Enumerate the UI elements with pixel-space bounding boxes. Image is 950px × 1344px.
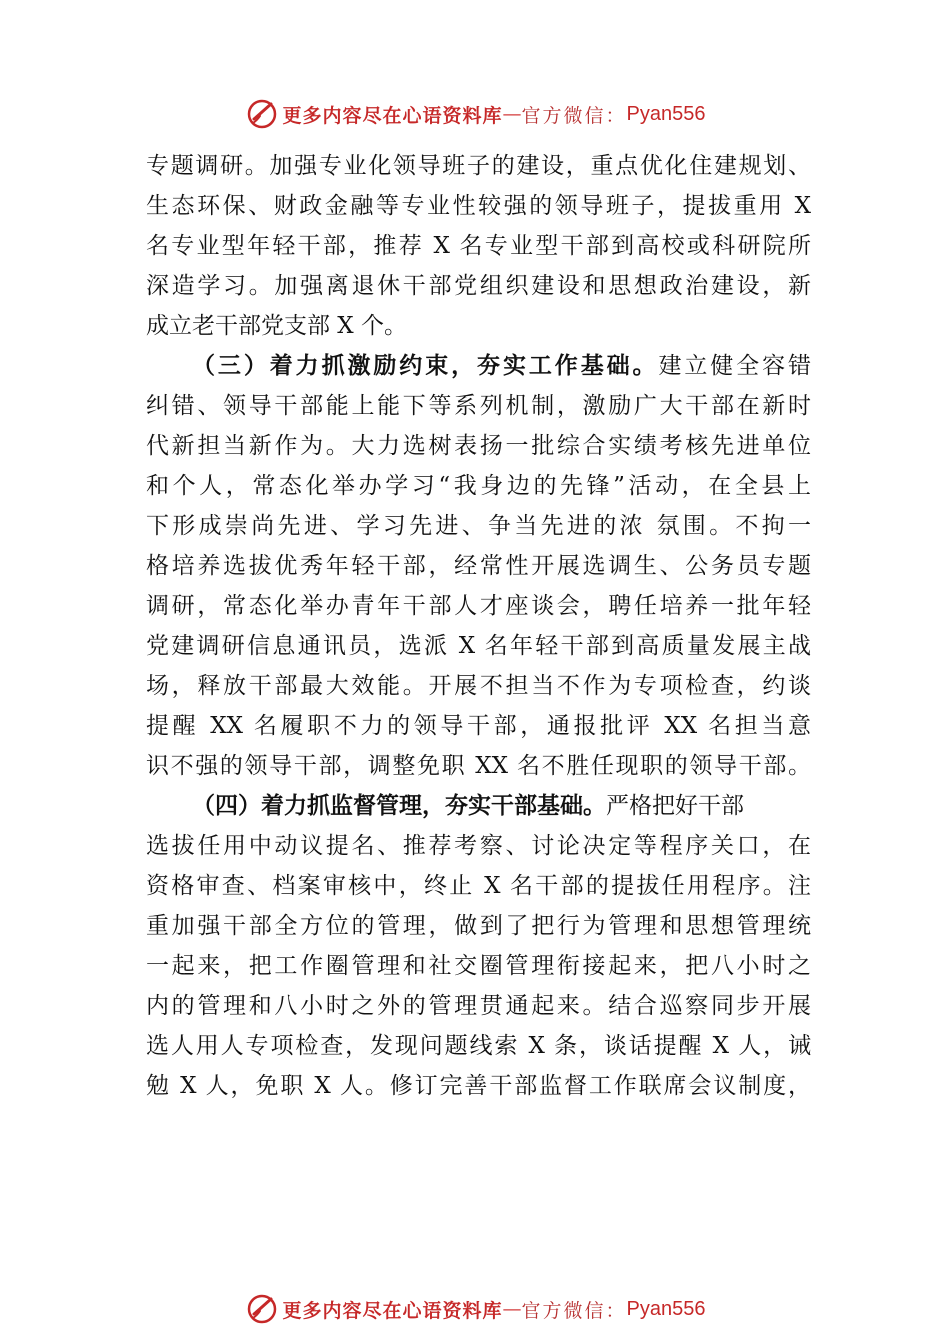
- text-line: 代新担当新作为。大力选树表扬一批综合实绩考核先进单位: [146, 433, 811, 459]
- text-line: 专题调研。加强专业化领导班子的建设，重点优化住建规划、: [146, 153, 811, 179]
- text-line: 名专业型年轻干部，推荐 X 名专业型干部到高校或科研院所: [146, 233, 811, 259]
- watermark-banner-bottom: [0, 1289, 950, 1329]
- section-heading: （三）着力抓激励约束，夯实工作基础。: [192, 352, 659, 379]
- watermark-separator: —: [502, 1298, 522, 1320]
- text-line: 调研，常态化举办青年干部人才座谈会，聘任培养一批年轻: [146, 593, 811, 619]
- text-line: 重加强干部全方位的管理，做到了把行为管理和思想管理统: [146, 913, 811, 939]
- watermark-wechat-label: 官方微信：: [521, 1299, 627, 1322]
- text-line: 内的管理和八小时之外的管理贯通起来。结合巡察同步开展: [146, 993, 811, 1019]
- brush-logo-icon: [245, 97, 279, 131]
- text-line: 一起来，把工作圈管理和社交圈管理衔接起来，把八小时之: [146, 953, 811, 979]
- text-line: 生态环保、财政金融等专业性较强的领导班子，提拔重用 X: [146, 193, 811, 219]
- watermark-wechat-id: Pyan556: [626, 1297, 706, 1320]
- text-line: 下形成崇尚先进、学习先进、争当先进的浓 氛围。不拘一: [146, 513, 811, 539]
- section-heading: （四）着力抓监督管理，夯实干部基础。: [192, 792, 606, 819]
- watermark-brand: 更多内容尽在心语资料库: [282, 1299, 503, 1322]
- watermark-separator: —: [502, 103, 522, 125]
- text-line: 党建调研信息通讯员，选派 X 名年轻干部到高质量发展主战: [146, 633, 811, 659]
- document-body: [146, 146, 811, 1106]
- text-line: 场，释放干部最大效能。开展不担当不作为专项检查，约谈: [146, 673, 811, 699]
- section-heading-line: （三）着力抓激励约束，夯实工作基础。建立健全容错: [192, 352, 812, 379]
- watermark-wechat-label: 官方微信：: [521, 104, 627, 127]
- watermark-brand: 更多内容尽在心语资料库: [282, 104, 503, 127]
- text-line: 提醒 XX 名履职不力的领导干部，通报批评 XX 名担当意: [146, 713, 811, 739]
- section-heading-line: （四）着力抓监督管理，夯实干部基础。严格把好干部: [192, 792, 744, 819]
- text-line: 和个人，常态化举办学习“我身边的先锋”活动，在全县上: [146, 473, 811, 499]
- text-line: 深造学习。加强离退休干部党组织建设和思想政治建设，新: [146, 273, 811, 299]
- text-line: 识不强的领导干部，调整免职 XX 名不胜任现职的领导干部。: [146, 753, 811, 779]
- text-line: 资格审查、档案审核中，终止 X 名干部的提拔任用程序。注: [146, 873, 811, 899]
- text-line: 成立老干部党支部 X 个。: [146, 313, 407, 339]
- text-line: 格培养选拔优秀年轻干部，经常性开展选调生、公务员专题: [146, 553, 811, 579]
- text-line: 选拔任用中动议提名、推荐考察、讨论决定等程序关口，在: [146, 833, 811, 859]
- text-line: 勉 X 人，免职 X 人。修订完善干部监督工作联席会议制度，: [146, 1073, 811, 1099]
- text-line: 纠错、领导干部能上能下等系列机制，激励广大干部在新时: [146, 393, 811, 419]
- brush-logo-icon: [245, 1292, 279, 1326]
- watermark-wechat-id: Pyan556: [626, 102, 706, 125]
- watermark-banner-top: [0, 94, 950, 134]
- text-line: 选人用人专项检查，发现问题线索 X 条，谈话提醒 X 人，诫: [146, 1033, 811, 1059]
